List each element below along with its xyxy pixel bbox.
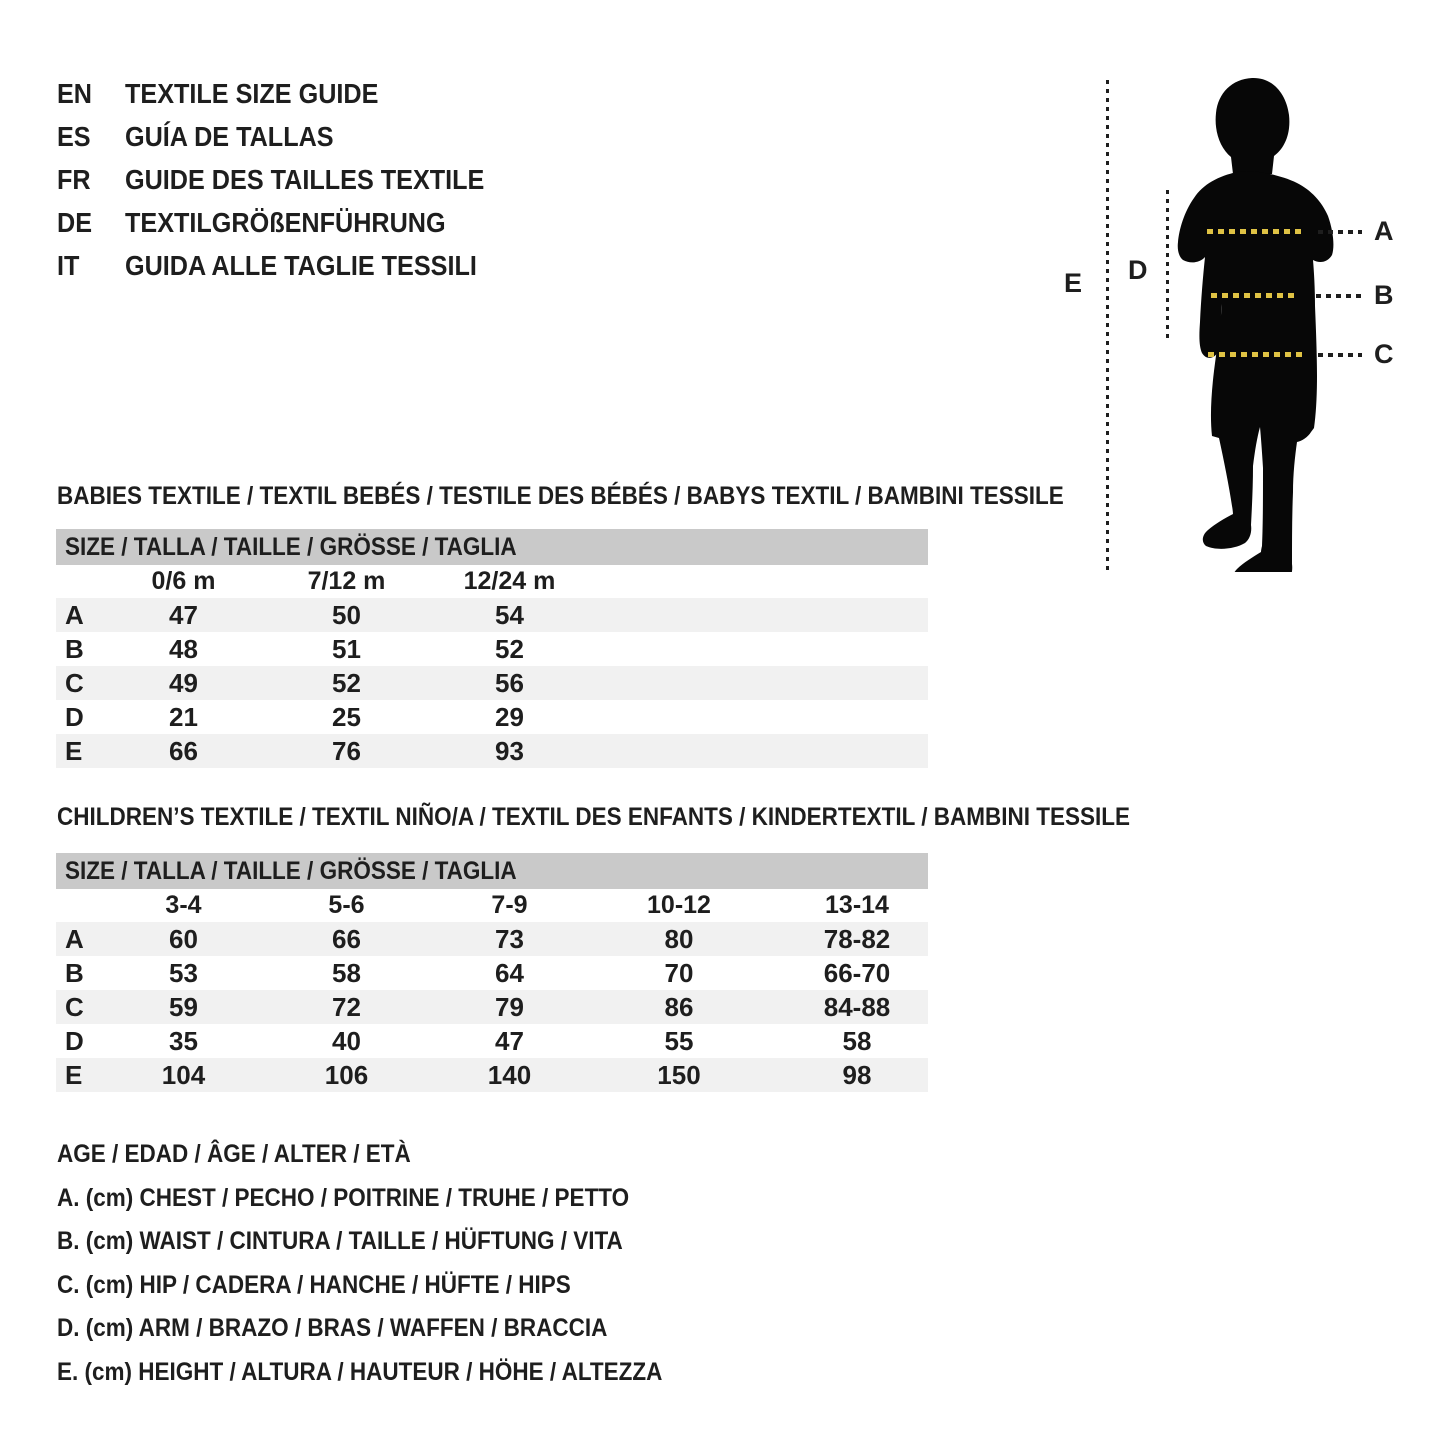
value-cell: 93 [495,735,524,766]
age-columns-row [56,889,928,922]
legend-line: C. (cm) HIP / CADERA / HANCHE / HÜFTE / HIPS [57,1270,571,1299]
language-code: IT [57,249,80,281]
silhouette-head [1216,78,1290,174]
value-cell: 53 [169,957,198,988]
value-cell: 98 [842,1059,872,1090]
table-row [56,956,928,990]
value-cell: 48 [169,633,198,664]
value-cell: 56 [495,667,524,698]
measure-label-E: E [1064,268,1083,298]
measurement-legend [57,1133,730,1394]
waist-leader-line [1316,294,1362,298]
value-cell: 49 [169,667,198,698]
legend-line: E. (cm) HEIGHT / ALTURA / HAUTEUR / HÖHE / ALTEZZA [57,1357,663,1386]
value-cell: 104 [161,1059,206,1090]
hip-leader-line [1318,353,1362,357]
table-row [56,734,928,768]
value-cell: 66-70 [823,957,891,988]
size-header-bar: SIZE / TALLA / TAILLE / GRÖSSE / TAGLIA [56,853,928,889]
age-column: 3-4 [165,891,202,919]
value-cell: 66 [169,735,198,766]
language-row [57,244,524,287]
legend-line: A. (cm) CHEST / PECHO / POITRINE / TRUHE / PETTO [57,1183,630,1212]
children-section-title: CHILDREN’S TEXTILE / TEXTIL NIÑO/A / TEXTIL DES ENFANTS / KINDERTEXTIL / BAMBINI TESSILE [57,803,1131,831]
table-row [56,922,928,956]
value-cell: 80 [664,923,694,954]
language-code: DE [57,206,93,238]
value-cell: 52 [495,633,524,664]
age-column: 7-9 [491,891,528,919]
table-row [56,1058,928,1092]
age-column: 5-6 [328,891,365,919]
child-silhouette-figure [1175,76,1337,572]
age-column: 12/24 m [463,567,556,595]
value-cell: 21 [169,701,198,732]
legend-line: B. (cm) WAIST / CINTURA / TAILLE / HÜFTUNG / VITA [57,1227,623,1256]
value-cell: 66 [332,923,361,954]
row-label: C [65,991,84,1022]
language-row [57,115,524,158]
table-row [56,632,928,666]
measure-label-C: C [1374,339,1394,369]
legend-line: AGE / EDAD / ÂGE / ALTER / ETÀ [57,1140,411,1169]
row-label: E [65,1059,83,1090]
table-row [56,1024,928,1058]
value-cell: 47 [495,1025,524,1056]
language-row [57,201,524,244]
value-cell: 70 [664,957,694,988]
measure-label-B: B [1374,280,1394,310]
value-cell: 50 [332,599,361,630]
row-label: B [65,957,84,988]
size-header-bar: SIZE / TALLA / TAILLE / GRÖSSE / TAGLIA [56,529,928,565]
row-label: B [65,633,84,664]
language-row [57,158,524,201]
language-title: TEXTILGRÖßENFÜHRUNG [125,206,446,238]
value-cell: 84-88 [823,991,891,1022]
language-title: GUIDE DES TAILLES TEXTILE [125,163,485,195]
babies-section-title: BABIES TEXTILE / TEXTIL BEBÉS / TESTILE DES BÉBÉS / BABYS TEXTIL / BAMBINI TESSILE [57,482,1064,510]
value-cell: 52 [332,667,361,698]
value-cell: 73 [495,923,524,954]
age-column: 7/12 m [307,567,386,595]
arm-measure-line-D [1166,190,1169,342]
measure-label-A: A [1374,216,1394,246]
value-cell: 150 [657,1059,701,1090]
row-label: C [65,667,84,698]
value-cell: 29 [495,701,524,732]
row-label: A [65,923,84,954]
language-code: FR [57,163,91,195]
language-title: GUIDA ALLE TAGLIE TESSILI [125,249,477,281]
hip-measure-line-C [1208,352,1302,357]
language-title: GUÍA DE TALLAS [125,120,334,152]
value-cell: 140 [487,1059,532,1090]
value-cell: 55 [664,1025,694,1056]
value-cell: 35 [169,1025,198,1056]
row-label: D [65,1025,84,1056]
language-title: TEXTILE SIZE GUIDE [125,77,379,109]
row-label: A [65,599,84,630]
babies-size-table [56,529,928,768]
table-row [56,598,928,632]
row-label: E [65,735,83,766]
legend-line: D. (cm) ARM / BRAZO / BRAS / WAFFEN / BRACCIA [57,1314,608,1343]
language-row [57,72,524,115]
value-cell: 86 [664,991,694,1022]
value-cell: 47 [169,599,198,630]
language-code: EN [57,77,93,109]
table-row [56,700,928,734]
age-column: 0/6 m [151,567,216,595]
table-row [56,990,928,1024]
chest-leader-line [1318,230,1362,234]
measure-label-D: D [1128,255,1148,285]
value-cell: 106 [324,1059,369,1090]
value-cell: 72 [332,991,361,1022]
chest-measure-line-A [1207,229,1303,234]
value-cell: 64 [495,957,524,988]
value-cell: 54 [495,599,524,630]
age-columns-row [56,565,928,598]
value-cell: 78-82 [823,923,891,954]
value-cell: 58 [332,957,361,988]
table-row [56,666,928,700]
age-column: 13-14 [825,891,889,919]
childrens-size-table [56,853,928,1092]
value-cell: 79 [495,991,524,1022]
value-cell: 25 [332,701,361,732]
language-code: ES [57,120,91,152]
value-cell: 59 [169,991,198,1022]
value-cell: 60 [169,923,198,954]
language-title-list [57,72,524,287]
value-cell: 40 [332,1025,361,1056]
age-column: 10-12 [647,891,711,919]
value-cell: 76 [332,735,361,766]
value-cell: 51 [332,633,361,664]
value-cell: 58 [842,1025,872,1056]
row-label: D [65,701,84,732]
waist-measure-line-B [1211,293,1298,298]
